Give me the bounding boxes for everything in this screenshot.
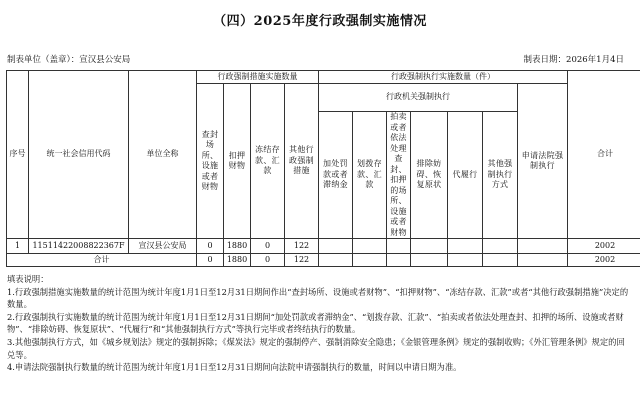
total-measure-seize: 1880 xyxy=(224,254,251,267)
cell-exec-other xyxy=(483,239,518,254)
header-unit-name: 单位全称 xyxy=(129,71,197,239)
header-measures-group: 行政强制措施实施数量 xyxy=(197,71,319,84)
cell-seq: 1 xyxy=(7,239,29,254)
total-label: 合计 xyxy=(7,254,197,267)
cell-measure-other: 122 xyxy=(285,239,319,254)
header-seq: 序号 xyxy=(7,71,29,239)
cell-exec-transfer xyxy=(353,239,387,254)
cell-measure-freeze: 0 xyxy=(251,239,285,254)
header-credit-code: 统一社会信用代码 xyxy=(29,71,129,239)
total-exec-fine xyxy=(319,254,353,267)
total-exec-proxy xyxy=(448,254,483,267)
header-exec-transfer: 划拨存款、汇款 xyxy=(353,112,387,239)
notes xyxy=(7,273,632,374)
header-total: 合计 xyxy=(568,71,640,239)
note-item: 4.申请法院强制执行数量的统计范围为统计年度1月1日至12月31日期间向法院申请强制执行的数量，时间以申请日期为准。 xyxy=(7,362,462,373)
cell-court-apply xyxy=(518,239,568,254)
cell-exec-proxy xyxy=(448,239,483,254)
cell-measure-seize: 1880 xyxy=(224,239,251,254)
total-measure-other: 122 xyxy=(285,254,319,267)
cell-exec-auction xyxy=(387,239,411,254)
total-exec-transfer xyxy=(353,254,387,267)
total-measure-seal: 0 xyxy=(197,254,224,267)
header-admin-execution: 行政机关强制执行 xyxy=(319,84,518,112)
note-item: 3.其他强制执行方式，如《城乡规划法》规定的强制拆除；《煤炭法》规定的强制停产、强制消除安全隐患；《金银管理条例》规定的强制收购；《外汇管理条例》规定的回兑等。 xyxy=(7,336,625,360)
cell-credit-code: 11511422008822367F xyxy=(29,239,129,254)
total-exec-other xyxy=(483,254,518,267)
note-item: 1.行政强制措施实施数量的统计范围为统计年度1月1日至12月31日期间作出“查封场所、设施或者财物”、“扣押财物”、“冻结存款、汇款”或者“其他行政强制措施”决定的数量。 xyxy=(7,286,629,310)
table-row xyxy=(7,239,640,254)
header-exec-fine: 加处罚款或者滞纳金 xyxy=(319,112,353,239)
cell-unit-name: 宣汉县公安局 xyxy=(129,239,197,254)
header-measure-other: 其他行政强制措施 xyxy=(285,84,319,239)
page-title: （四）2025年度行政强制实施情况 xyxy=(213,14,427,29)
header-exec-proxy: 代履行 xyxy=(448,112,483,239)
header-exec-other: 其他强制执行方式 xyxy=(483,112,518,239)
header-exec-remove: 排除妨碍、恢复原状 xyxy=(411,112,448,239)
total-court-apply xyxy=(518,254,568,267)
cell-exec-remove xyxy=(411,239,448,254)
cell-exec-fine xyxy=(319,239,353,254)
header-court-apply: 申请法院强制执行 xyxy=(518,84,568,239)
total-row xyxy=(7,254,640,267)
cell-total: 2002 xyxy=(568,239,640,254)
total-value: 2002 xyxy=(568,254,640,267)
header-execution-group: 行政强制执行实施数量（件） xyxy=(319,71,568,84)
total-exec-remove xyxy=(411,254,448,267)
total-measure-freeze: 0 xyxy=(251,254,285,267)
header-measure-seize: 扣押财物 xyxy=(224,84,251,239)
header-measure-seal: 查封场所、设施或者财物 xyxy=(197,84,224,239)
cell-measure-seal: 0 xyxy=(197,239,224,254)
notes-heading: 填表说明： xyxy=(7,274,49,284)
org-label: 制表单位（盖章）：宣汉县公安局 xyxy=(7,55,131,65)
note-item: 2.行政强制执行实施数量的统计范围为统计年度1月1日至12月31日期间“加处罚款或者滞纳金”、“划拨存款、汇款”、“拍卖或者依法处理查封、扣押的场所、设施或者财物”、“排除妨碍、恢复原状”、“代履行”和“其他强制执行方式”等执行完毕或者终结执行的数量。 xyxy=(7,311,624,335)
date-label: 制表日期：2026年1月4日 xyxy=(523,55,624,65)
enforcement-table xyxy=(6,70,640,267)
total-exec-auction xyxy=(387,254,411,267)
header-measure-freeze: 冻结存款、汇款 xyxy=(251,84,285,239)
header-exec-auction: 拍卖或者依法处理查封、扣押的场所、设施或者财物 xyxy=(387,112,411,239)
